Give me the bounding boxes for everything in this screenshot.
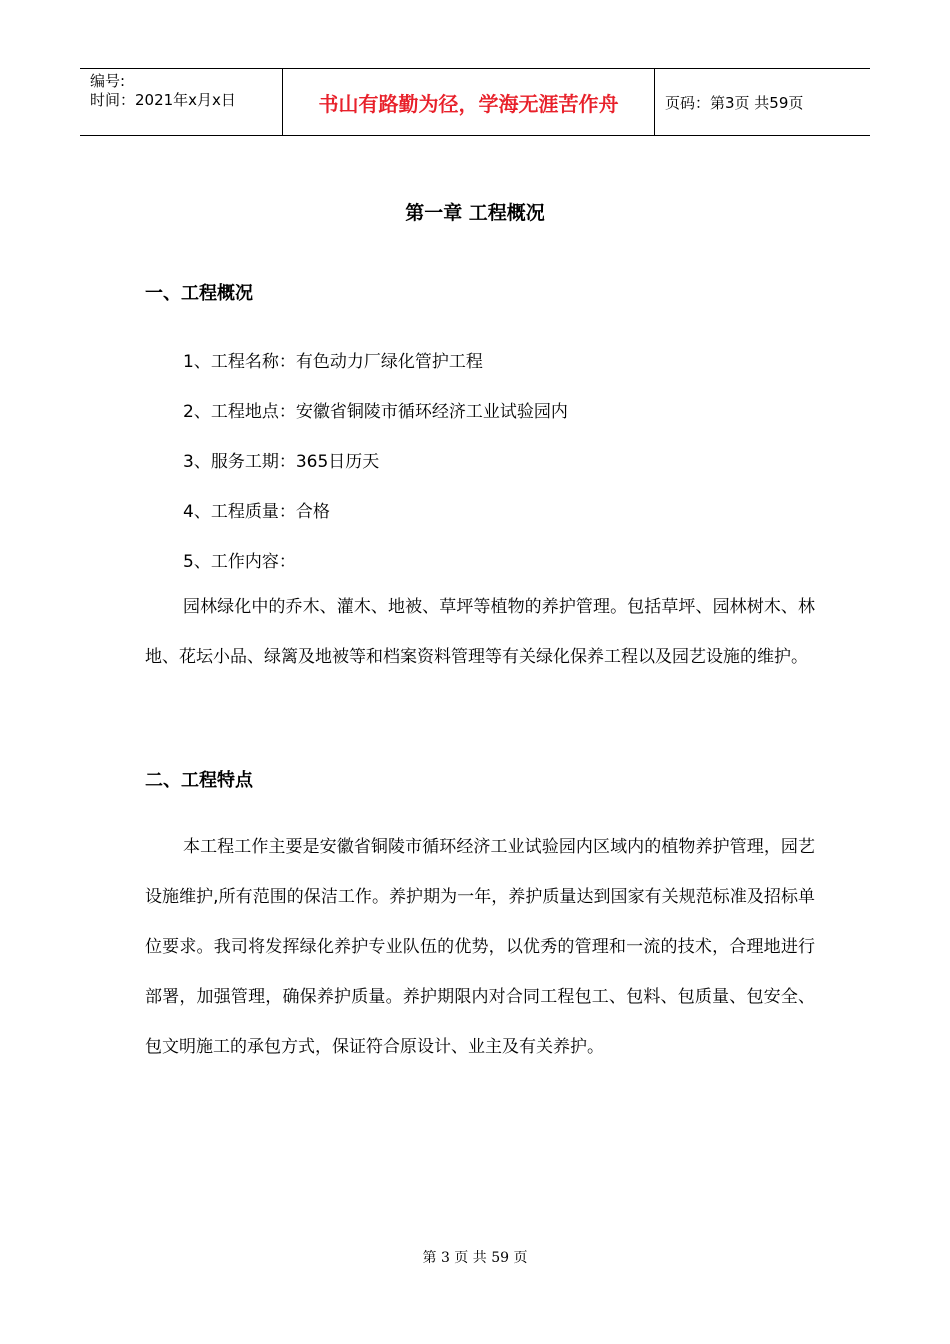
section-title-features: 二、工程特点: [145, 770, 253, 791]
header-motto: 书山有路勤为径，学海无涯苦作舟: [282, 69, 655, 135]
page-header: [80, 68, 870, 136]
item-project-name: 1、工程名称：有色动力厂绿化管护工程: [183, 352, 483, 372]
item-project-quality: 4、工程质量：合格: [183, 502, 330, 522]
page-footer: 第 3 页 共 59 页: [422, 1250, 528, 1266]
item-project-location: 2、工程地点：安徽省铜陵市循环经济工业试验园内: [183, 402, 568, 422]
section-title-overview: 一、工程概况: [145, 283, 253, 304]
chapter-title: 第一章 工程概况: [405, 202, 545, 224]
item-service-period: 3、服务工期：365日历天: [183, 452, 380, 472]
paragraph-features: 本工程工作主要是安徽省铜陵市循环经济工业试验园内区域内的植物养护管理，园艺设施维护,所有范围的保洁工作。养护期为一年，养护质量达到国家有关规范标准及招标单位要求。我司将发挥绿化养护专业队伍的优势，以优秀的管理和一流的技术，合理地进行部署，加强管理，确保养护质量。养护期限内对合同工程包工、包料、包质量、包安全、包文明施工的承包方式，保证符合原设计、业主及有关养护。: [145, 837, 815, 1057]
header-meta: [80, 69, 282, 135]
number-label: 编号:: [90, 72, 126, 90]
date-label: 时间：2021年x月x日: [90, 91, 236, 109]
header-page-info: 页码：第3页 共59页: [665, 93, 804, 112]
item-work-content: 5、工作内容：: [183, 552, 296, 572]
paragraph-work-content: 园林绿化中的乔木、灌木、地被、草坪等植物的养护管理。包括草坪、园林树木、林地、花坛小品、绿篱及地被等和档案资料管理等有关绿化保养工程以及园艺设施的维护。: [145, 597, 815, 667]
